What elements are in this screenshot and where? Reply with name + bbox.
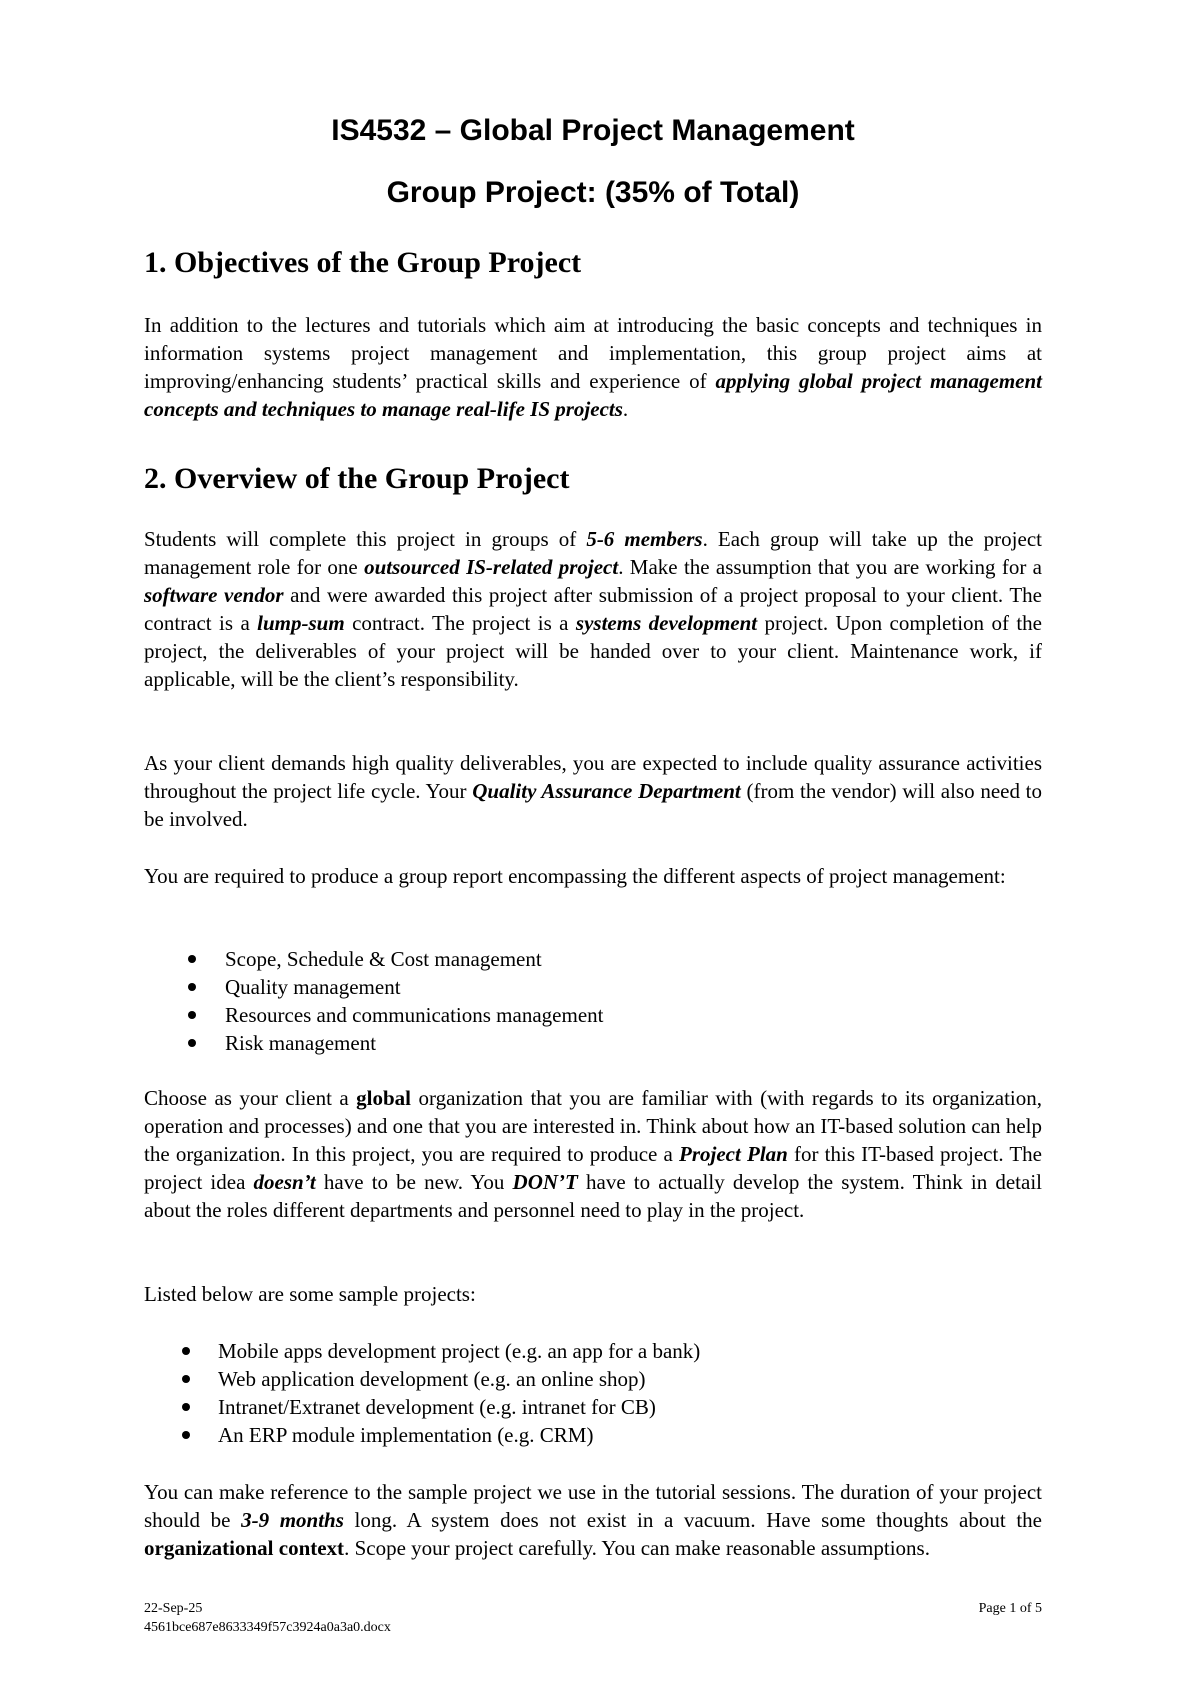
duration-paragraph [144,1478,1042,1562]
text-run: contract. The project is a [344,611,576,635]
footer-date: 22-Sep-25 [144,1601,203,1616]
footer-page-number: Page 1 of 5 [978,1601,1042,1616]
text-run: In addition to the lectures and tutorials which aim at introducing the basic concepts and techniques in information systems project management and implementation, this group project aims at improving/enhancing students’ practical skills and experience of [144,313,1042,393]
list-item [182,1421,700,1449]
bullet-icon [182,1403,190,1411]
text-run: . Each group will take up the project management role for one [144,527,1042,579]
list-item-text: Resources and communications management [225,1003,604,1027]
text-run: . Make the assumption that you are working for a [618,555,1042,579]
bullet-icon [182,1375,190,1383]
bullet-icon [182,1431,190,1439]
list-item-text: An ERP module implementation (e.g. CRM) [218,1423,594,1447]
list-item [182,1337,700,1365]
sample-projects-list [182,1337,700,1449]
emphasis-text: Quality Assurance Department [472,779,741,803]
text-run: . Scope your project carefully. You can make reasonable assumptions. [344,1536,930,1560]
text-run: Choose as your client a [144,1086,357,1110]
document-subtitle: Group Project: (35% of Total) [386,176,800,209]
text-run: (from the vendor) will also need to be involved. [144,779,1043,831]
list-item [188,945,603,973]
text-run: for this IT-based project. The project idea [144,1142,1042,1194]
text-run: As your client demands high quality deliverables, you are expected to include quality assurance activities throughout the project life cycle. Your [144,751,1042,803]
list-item-text: Risk management [225,1031,377,1055]
bullet-icon [188,1039,196,1047]
emphasis-text: lump-sum [257,611,345,635]
text-run: You can make reference to the sample project we use in the tutorial sessions. The duration of your project should be [144,1480,1042,1532]
text-run: have to be new. You [315,1170,513,1194]
emphasis-text: software vendor [144,583,284,607]
document-title: IS4532 – Global Project Management [331,114,855,147]
section-1-heading: 1. Objectives of the Group Project [144,246,582,279]
text-run: organization that you are familiar with (with regards to its organization, operation and processes) and one that you are interested in. Think about how an IT-based solution can help the organization. In this project, you are required to produce a [144,1086,1042,1166]
report-paragraph: You are required to produce a group report encompassing the different aspects of project management: [144,864,1006,888]
text-run: have to actually develop the system. Think in detail about the roles different departments and personnel need to play in the project. [144,1170,1042,1222]
list-item-text: Intranet/Extranet development (e.g. intranet for CB) [218,1395,656,1419]
text-run: project. Upon completion of the project, the deliverables of your project will be handed over to your client. Maintenance work, if applicable, will be the client’s responsibility. [144,611,1042,691]
bullet-icon [188,1011,196,1019]
list-item-text: Web application development (e.g. an online shop) [218,1367,646,1391]
emphasis-text: outsourced IS-related project [364,555,619,579]
footer-filename: 4561bce687e8633349f57c3924a0a3a0.docx [144,1620,391,1635]
list-item [188,1001,603,1029]
emphasis-text: systems development [575,611,758,635]
objectives-paragraph [144,311,1042,423]
bold-text: global [356,1086,412,1110]
emphasis-text: DON’T [512,1170,578,1194]
quality-paragraph [144,749,1042,833]
emphasis-text: 3-9 months [241,1508,344,1532]
emphasis-text: 5-6 members [586,527,703,551]
emphasis-text: applying global project management concepts and techniques to manage real-life IS projects [144,369,1042,421]
section-2-heading: 2. Overview of the Group Project [144,462,570,495]
overview-paragraph [144,525,1042,693]
client-paragraph [144,1084,1042,1224]
list-item-text: Quality management [225,975,401,999]
sample-projects-intro: Listed below are some sample projects: [144,1282,476,1306]
text-run: long. A system does not exist in a vacuum. Have some thoughts about the [343,1508,1042,1532]
list-item-text: Scope, Schedule & Cost management [225,947,542,971]
list-item [182,1365,700,1393]
document-page [144,0,1042,1696]
text-run: Students will complete this project in groups of [144,527,587,551]
bold-text: organizational context [144,1536,345,1560]
management-aspects-list [188,945,603,1057]
bullet-icon [182,1347,190,1355]
list-item [188,973,603,1001]
list-item [188,1029,603,1057]
list-item-text: Mobile apps development project (e.g. an app for a bank) [218,1339,701,1363]
list-item [182,1393,700,1421]
bullet-icon [188,955,196,963]
emphasis-text: doesn’t [253,1170,316,1194]
bullet-icon [188,983,196,991]
text-run: and were awarded this project after submission of a project proposal to your client. The contract is a [144,583,1042,635]
text-run: . [622,397,629,421]
emphasis-text: Project Plan [679,1142,788,1166]
